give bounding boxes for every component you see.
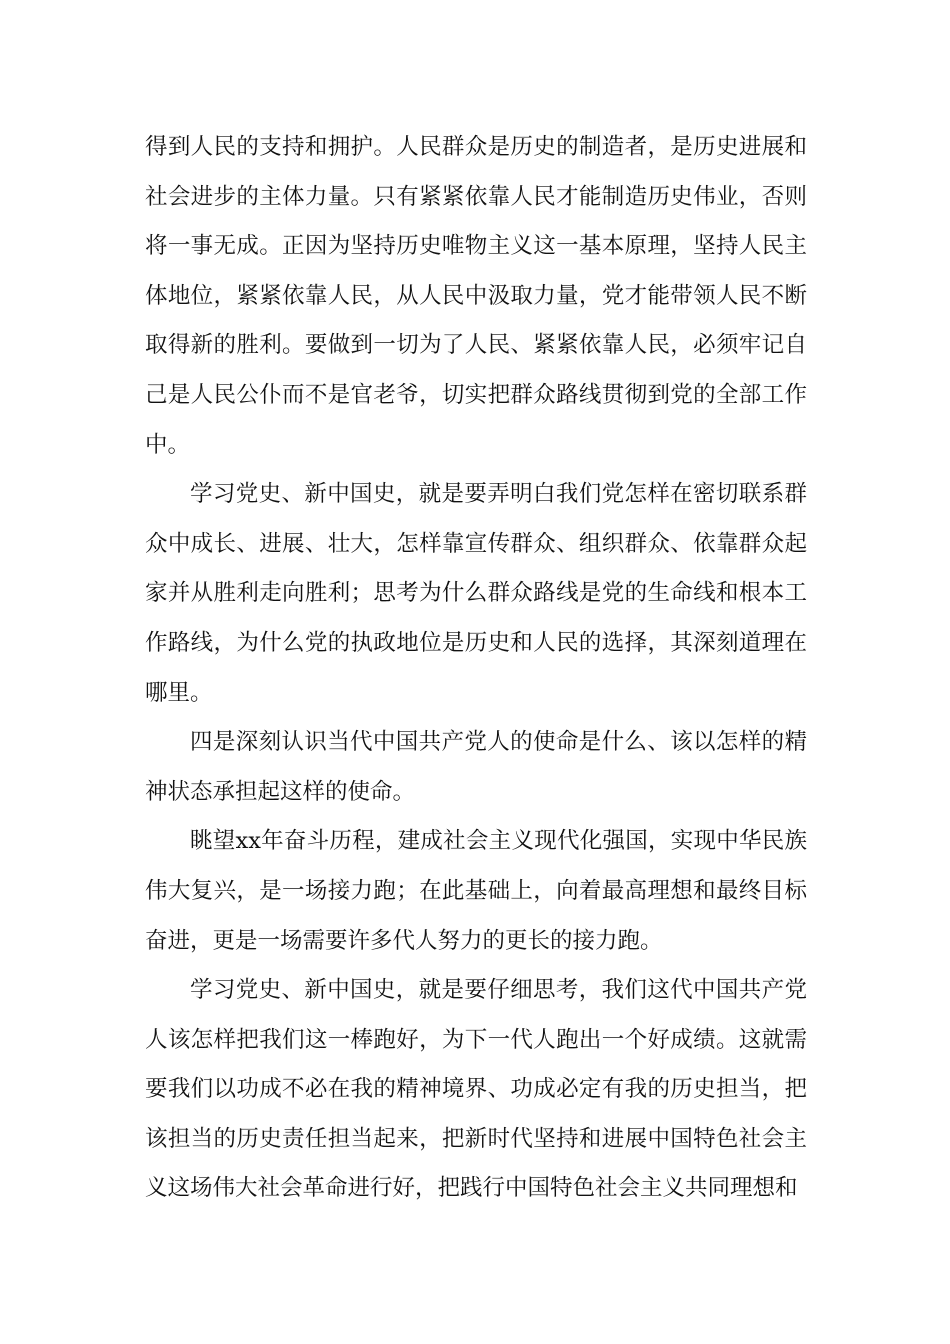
paragraph-2: 学习党史、新中国史，就是要弄明白我们党怎样在密切联系群众中成长、进展、壮大，怎样靠宣传群众、组织群众、依靠群众起家并从胜利走向胜利；思考为什么群众路线是党的生命线和根本工作路线，为什么党的执政地位是历史和人民的选择，其深刻道理在哪里。 [145, 481, 807, 706]
paragraph-1: 得到人民的支持和拥护。人民群众是历史的制造者，是历史进展和社会进步的主体力量。只有紧紧依靠人民才能制造历史伟业，否则将一事无成。正因为坚持历史唯物主义这一基本原理，坚持人民主体地位，紧紧依靠人民，从人民中汲取力量，党才能带领人民不断取得新的胜利。要做到一切为了人民、紧紧依靠人民，必须牢记自己是人民公仆而不是官老爷，切实把群众路线贯彻到党的全部工作中。 [145, 134, 807, 458]
paragraph-3: 四是深刻认识当代中国共产党人的使命是什么、该以怎样的精神状态承担起这样的使命。 [145, 729, 807, 805]
paragraph-4: 眺望xx年奋斗历程，建成社会主义现代化强国，实现中华民族伟大复兴，是一场接力跑；在此基础上，向着最高理想和最终目标奋进，更是一场需要许多代人努力的更长的接力跑。 [145, 828, 807, 954]
document-page [145, 123, 807, 1214]
paragraph-5: 学习党史、新中国史，就是要仔细思考，我们这代中国共产党人该怎样把我们这一棒跑好，为下一代人跑出一个好成绩。这就需要我们以功成不必在我的精神境界、功成必定有我的历史担当，把该担当的历史责任担当起来，把新时代坚持和进展中国特色社会主义这场伟大社会革命进行好，把践行中国特色社会主义共同理想和 [145, 977, 807, 1202]
